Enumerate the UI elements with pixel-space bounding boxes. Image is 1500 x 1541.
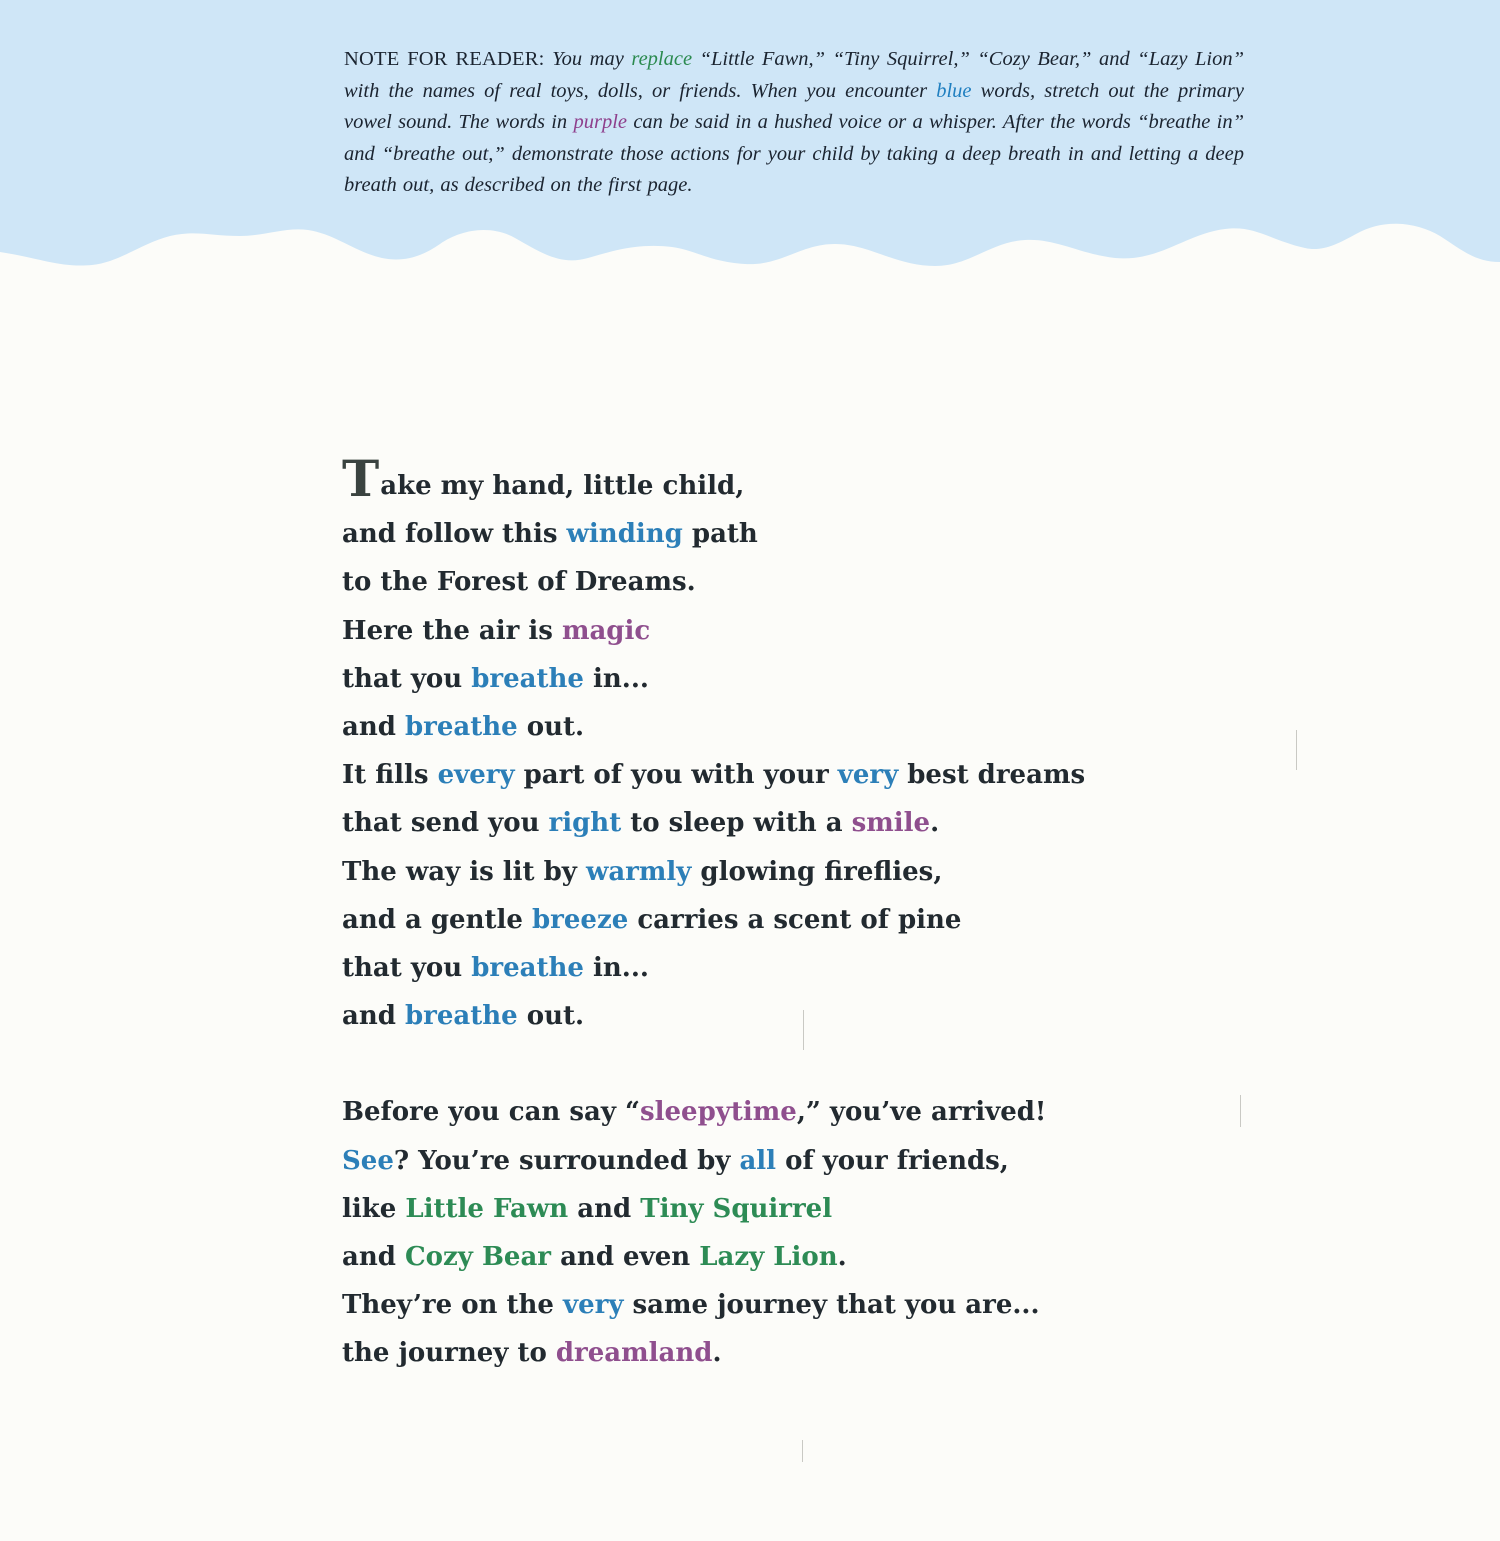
- purple-word: magic: [561, 615, 651, 646]
- blue-word: every: [437, 760, 515, 791]
- line-text: the journey to: [342, 1338, 556, 1369]
- blue-word: very: [563, 1290, 624, 1321]
- line-text: part of you with your: [514, 760, 838, 791]
- line-text: of your friends,: [776, 1145, 1009, 1176]
- line-text: to sleep with a: [621, 808, 852, 839]
- line-text: ,” you’ve arrived!: [796, 1097, 1047, 1128]
- line-text: to the Forest of Dreams.: [342, 567, 696, 598]
- line-text: ake my hand, little child,: [380, 471, 745, 501]
- line-text: carries a scent of pine: [628, 904, 962, 935]
- blue-word: very: [837, 760, 899, 791]
- blue-word: warmly: [585, 856, 692, 887]
- line-text: in...: [583, 663, 649, 694]
- poem-line: [342, 703, 1202, 751]
- poem-line: [342, 607, 1202, 655]
- poem-line: [342, 1137, 1202, 1185]
- line-text: ? You’re surrounded by: [393, 1145, 740, 1176]
- poem-line: [342, 655, 1202, 703]
- blue-word: breathe: [471, 953, 584, 984]
- line-text: out.: [517, 712, 585, 743]
- blue-word: all: [739, 1145, 777, 1176]
- blue-word: breathe: [471, 663, 584, 694]
- poem-line: [342, 449, 1202, 510]
- line-text: in...: [583, 953, 649, 984]
- purple-word: sleepytime: [639, 1097, 797, 1128]
- blue-word: See: [342, 1145, 394, 1176]
- blue-word: breeze: [532, 904, 629, 935]
- story-text: [342, 449, 1202, 1378]
- line-text: path: [682, 519, 758, 550]
- note-word-purple: purple: [573, 111, 628, 133]
- line-text: glowing fireflies,: [691, 856, 943, 887]
- note-text-2: “Little Fawn,” “Tiny Squirrel,” “Cozy Bear,” and “Lazy Lion” with the names of real toys, dolls, or friends. When you encounter: [344, 48, 1244, 102]
- note-word-blue: blue: [936, 79, 972, 102]
- poem-line: [342, 848, 1202, 896]
- green-name: Little Fawn: [405, 1193, 569, 1224]
- stanza-1: [342, 449, 1202, 1040]
- line-text: best dreams: [898, 760, 1086, 791]
- line-text: that send you: [342, 808, 549, 839]
- poem-line: [342, 1329, 1202, 1377]
- poem-line: [342, 1281, 1202, 1329]
- paper-scuff: [1296, 730, 1297, 770]
- line-text: and: [342, 1001, 405, 1032]
- poem-line: [342, 1088, 1202, 1136]
- poem-line: [342, 992, 1202, 1040]
- poem-line: [342, 1185, 1202, 1233]
- line-text: .: [712, 1338, 722, 1369]
- blue-word: right: [548, 808, 622, 839]
- line-text: that you: [342, 663, 472, 694]
- blue-word: winding: [566, 519, 683, 550]
- line-text: same journey that you are...: [623, 1290, 1040, 1321]
- note-for-reader: [344, 44, 1244, 202]
- line-text: Here the air is: [342, 615, 562, 646]
- note-text-3: words, stretch out the primary vowel sound. The words in: [344, 79, 1244, 133]
- line-text: out.: [517, 1001, 585, 1032]
- poem-line: [342, 896, 1202, 944]
- line-text: and: [342, 1242, 405, 1273]
- line-text: and follow this: [342, 519, 567, 550]
- note-lead: NOTE FOR READER:: [344, 48, 545, 70]
- line-text: and: [342, 712, 405, 743]
- line-text: .: [930, 808, 940, 839]
- green-name: Tiny Squirrel: [640, 1193, 833, 1224]
- line-text: that you: [342, 953, 472, 984]
- poem-line: [342, 944, 1202, 992]
- purple-word: smile: [851, 808, 931, 839]
- stanza-2: [342, 1088, 1202, 1377]
- line-text: They’re on the: [342, 1290, 563, 1321]
- note-text-4: can be said in a hushed voice or a whisper. After the words “breathe in” and “breathe out,” demonstrate those actions for your child by taking a deep breath in and letting a deep breath out, as described on the first page.: [344, 111, 1245, 196]
- line-text: It fills: [342, 760, 438, 791]
- poem-line: [342, 558, 1202, 606]
- paper-scuff: [1240, 1095, 1241, 1127]
- drop-cap: T: [342, 449, 380, 508]
- note-word-replace: replace: [631, 48, 693, 70]
- blue-word: breathe: [404, 712, 518, 743]
- poem-line: [342, 799, 1202, 847]
- line-text: and even: [551, 1242, 700, 1273]
- line-text: Before you can say “: [342, 1097, 640, 1128]
- note-text-1: You may: [544, 48, 632, 70]
- blue-word: breathe: [404, 1001, 518, 1032]
- green-name: Lazy Lion: [699, 1242, 838, 1273]
- paper-scuff: [803, 1010, 804, 1050]
- paper-scuff: [802, 1440, 803, 1462]
- poem-line: [342, 751, 1202, 799]
- line-text: .: [837, 1242, 847, 1273]
- note-paragraph: [344, 44, 1244, 202]
- line-text: The way is lit by: [342, 856, 586, 887]
- green-name: Cozy Bear: [404, 1242, 552, 1273]
- line-text: like: [342, 1193, 406, 1224]
- poem-line: [342, 510, 1202, 558]
- purple-word: dreamland: [555, 1338, 713, 1369]
- line-text: and: [568, 1193, 641, 1224]
- line-text: and a gentle: [342, 904, 532, 935]
- poem-line: [342, 1233, 1202, 1281]
